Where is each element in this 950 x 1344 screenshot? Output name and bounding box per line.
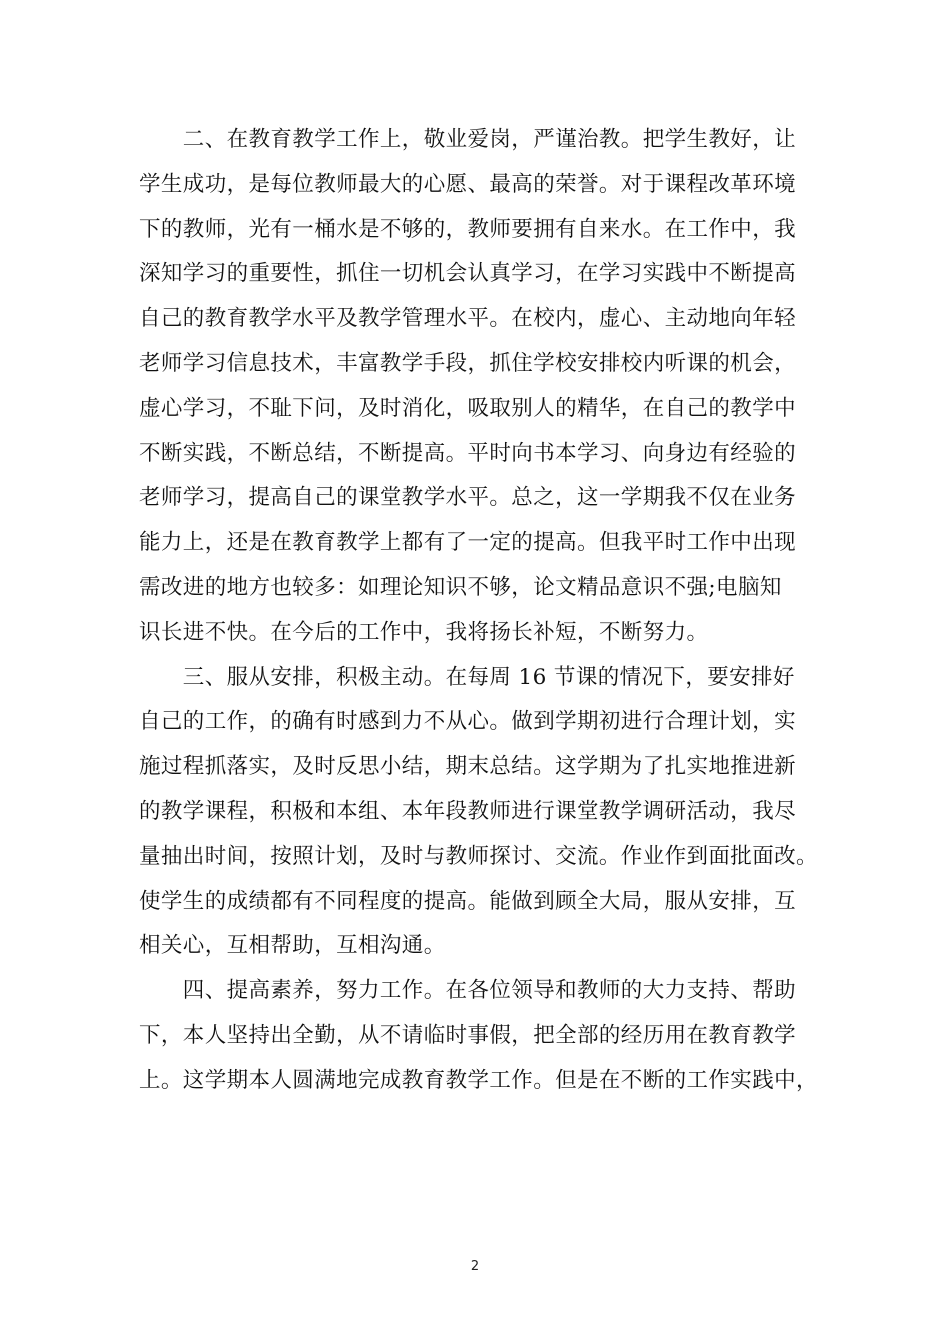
text-line: 虚心学习，不耻下问，及时消化，吸取别人的精华，在自己的教学中 (139, 395, 797, 421)
text-line: 四、提高素养，努力工作。在各位领导和教师的大力支持、帮助 (139, 978, 797, 1004)
text-line: 施过程抓落实，及时反思小结，期末总结。这学期为了扎实地推进新 (139, 754, 797, 780)
text-line: 不断实践，不断总结，不断提高。平时向书本学习、向身边有经验的 (139, 440, 797, 466)
text-line: 上。这学期本人圆满地完成教育教学工作。但是在不断的工作实践中， (139, 1067, 818, 1093)
text-line: 下的教师，光有一桶水是不够的，教师要拥有自来水。在工作中，我 (139, 216, 797, 242)
text-line: 的教学课程，积极和本组、本年段教师进行课堂教学调研活动，我尽 (139, 798, 797, 824)
text-line: 自己的工作，的确有时感到力不从心。做到学期初进行合理计划，实 (139, 709, 797, 735)
text-line: 使学生的成绩都有不同程度的提高。能做到顾全大局，服从安排，互 (139, 888, 797, 914)
text-line: 学生成功，是每位教师最大的心愿、最高的荣誉。对于课程改革环境 (139, 171, 797, 197)
paragraph-teaching-work (139, 118, 829, 656)
paragraph-improve-quality (139, 969, 829, 1103)
text-line: 老师学习，提高自己的课堂教学水平。总之，这一学期我不仅在业务 (139, 485, 797, 511)
text-line: 相关心，互相帮助，互相沟通。 (139, 933, 446, 959)
page-number: 2 (470, 1259, 480, 1274)
text-line: 量抽出时间，按照计划，及时与教师探讨、交流。作业作到面批面改。 (139, 843, 818, 869)
text-line: 识长进不快。在今后的工作中，我将扬长补短，不断努力。 (139, 619, 709, 645)
document-body (139, 118, 829, 1104)
text-line: 三、服从安排，积极主动。在每周 16 节课的情况下，要安排好 (139, 664, 795, 690)
paragraph-obey-arrangement (139, 656, 829, 970)
text-line: 二、在教育教学工作上，敬业爱岗，严谨治教。把学生教好，让 (139, 127, 797, 152)
text-line: 深知学习的重要性，抓住一切机会认真学习，在学习实践中不断提高 (139, 261, 797, 287)
text-line: 自己的教育教学水平及教学管理水平。在校内，虚心、主动地向年轻 (139, 306, 797, 332)
text-line: 老师学习信息技术，丰富教学手段，抓住学校安排校内听课的机会， (139, 350, 797, 376)
text-line: 需改进的地方也较多：如理论知识不够，论文精品意识不强;电脑知 (139, 574, 782, 600)
text-line: 下，本人坚持出全勤，从不请临时事假，把全部的经历用在教育教学 (139, 1022, 797, 1048)
text-line: 能力上，还是在教育教学上都有了一定的提高。但我平时工作中出现 (139, 530, 797, 556)
